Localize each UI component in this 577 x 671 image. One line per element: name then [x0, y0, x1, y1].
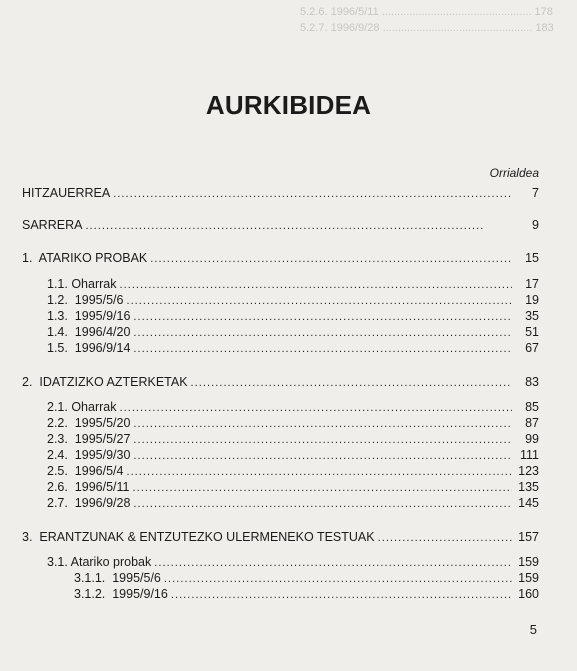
toc-entry-label: 2.7. 1996/9/28: [47, 496, 131, 510]
toc-entry-page: 157: [518, 530, 539, 544]
toc-entry-2-3: [47, 432, 539, 446]
toc-entry-2-1: [47, 400, 539, 414]
dot-leader: [119, 401, 512, 415]
dot-leader: [191, 376, 512, 390]
dot-leader: [113, 187, 512, 201]
dot-leader: [85, 219, 512, 233]
toc-entry-label: 1.1. Oharrak: [47, 277, 117, 291]
toc-entry-label: 1.3. 1995/9/16: [47, 309, 131, 323]
toc-entry-label: 1.2. 1995/5/6: [47, 293, 124, 307]
toc-entry-1-2: [47, 293, 539, 307]
toc-entry-3-1: [47, 555, 539, 569]
toc-entry-section-1: [22, 251, 539, 265]
page-column-label: Orrialdea: [489, 166, 539, 180]
toc-entry-3-1-2: [74, 587, 539, 601]
toc-entry-label: 2.1. Oharrak: [47, 400, 117, 414]
dot-leader: [132, 481, 512, 495]
toc-entry-page: 51: [525, 325, 539, 339]
toc-entry-sarrera: [22, 218, 539, 232]
toc-entry-label: 3.1.1. 1995/5/6: [74, 571, 161, 585]
toc-entry-label: 2.5. 1996/5/4: [47, 464, 124, 478]
toc-entry-page: 87: [525, 416, 539, 430]
toc-entry-page: 17: [525, 277, 539, 291]
toc-entry-page: 111: [519, 448, 539, 462]
toc-entry-label: 2.2. 1995/5/20: [47, 416, 131, 430]
toc-entry-label: HITZAUERREA: [22, 186, 111, 200]
toc-entry-page: 9: [532, 218, 539, 232]
dot-leader: [133, 326, 512, 340]
toc-entry-label: 1.4. 1996/4/20: [47, 325, 131, 339]
dot-leader: [150, 252, 512, 266]
toc-entry-page: 123: [518, 464, 539, 478]
bleed-through-line-2: 5.2.7. 1996/9/28 ................................................. 183: [300, 22, 554, 34]
toc-entry-page: 15: [525, 251, 539, 265]
toc-entry-page: 135: [518, 480, 539, 494]
toc-entry-2-4: [47, 448, 539, 462]
toc-entry-section-3: [22, 530, 539, 544]
page-title: AURKIBIDEA: [205, 90, 372, 120]
toc-entry-label: 3. ERANTZUNAK & ENTZUTEZKO ULERMENEKO TESTUAK: [22, 530, 375, 544]
toc-entry-hitzaurrea: [22, 186, 539, 200]
toc-entry-section-2: [22, 375, 539, 389]
dot-leader: [133, 342, 512, 356]
toc-entry-page: 19: [525, 293, 539, 307]
toc-entry-page: 67: [525, 341, 539, 355]
toc-entry-page: 159: [518, 571, 539, 585]
toc-entry-page: 7: [532, 186, 539, 200]
toc-entry-label: 1. ATARIKO PROBAK: [22, 251, 148, 265]
dot-leader: [154, 556, 512, 570]
toc-entry-label: 3.1.2. 1995/9/16: [74, 587, 168, 601]
toc-entry-1-1: [47, 277, 539, 291]
bleed-through-line-1: 5.2.6. 1996/5/11 ................................................. 178: [300, 6, 553, 18]
dot-leader: [133, 497, 512, 511]
toc-entry-label: 2.3. 1995/5/27: [47, 432, 131, 446]
toc-entry-label: 1.5. 1996/9/14: [47, 341, 131, 355]
toc-entry-2-5: [47, 464, 539, 478]
toc-entry-2-7: [47, 496, 539, 510]
dot-leader: [119, 278, 512, 292]
toc-entry-1-5: [47, 341, 539, 355]
dot-leader: [133, 417, 512, 431]
toc-entry-label: 2.4. 1995/9/30: [47, 448, 131, 462]
dot-leader: [126, 294, 512, 308]
toc-entry-1-3: [47, 309, 539, 323]
toc-entry-label: 3.1. Atariko probak: [47, 555, 152, 569]
dot-leader: [133, 310, 512, 324]
toc-entry-page: 85: [525, 400, 539, 414]
toc-entry-label: SARRERA: [22, 218, 83, 232]
toc-entry-3-1-1: [74, 571, 539, 585]
toc-entry-page: 35: [525, 309, 539, 323]
dot-leader: [126, 465, 512, 479]
toc-entry-2-2: [47, 416, 539, 430]
dot-leader: [164, 572, 512, 586]
toc-entry-page: 160: [518, 587, 539, 601]
page-number: 5: [529, 622, 537, 637]
toc-entry-page: 83: [525, 375, 539, 389]
dot-leader: [133, 449, 512, 463]
toc-entry-label: 2. IDATZIZKO AZTERKETAK: [22, 375, 188, 389]
dot-leader: [133, 433, 512, 447]
toc-entry-label: 2.6. 1996/5/11: [47, 480, 130, 494]
toc-entry-1-4: [47, 325, 539, 339]
toc-entry-page: 159: [518, 555, 539, 569]
toc-entry-page: 145: [518, 496, 539, 510]
toc-entry-2-6: [47, 480, 539, 494]
toc-entry-page: 99: [525, 432, 539, 446]
dot-leader: [378, 531, 512, 545]
dot-leader: [171, 588, 512, 602]
